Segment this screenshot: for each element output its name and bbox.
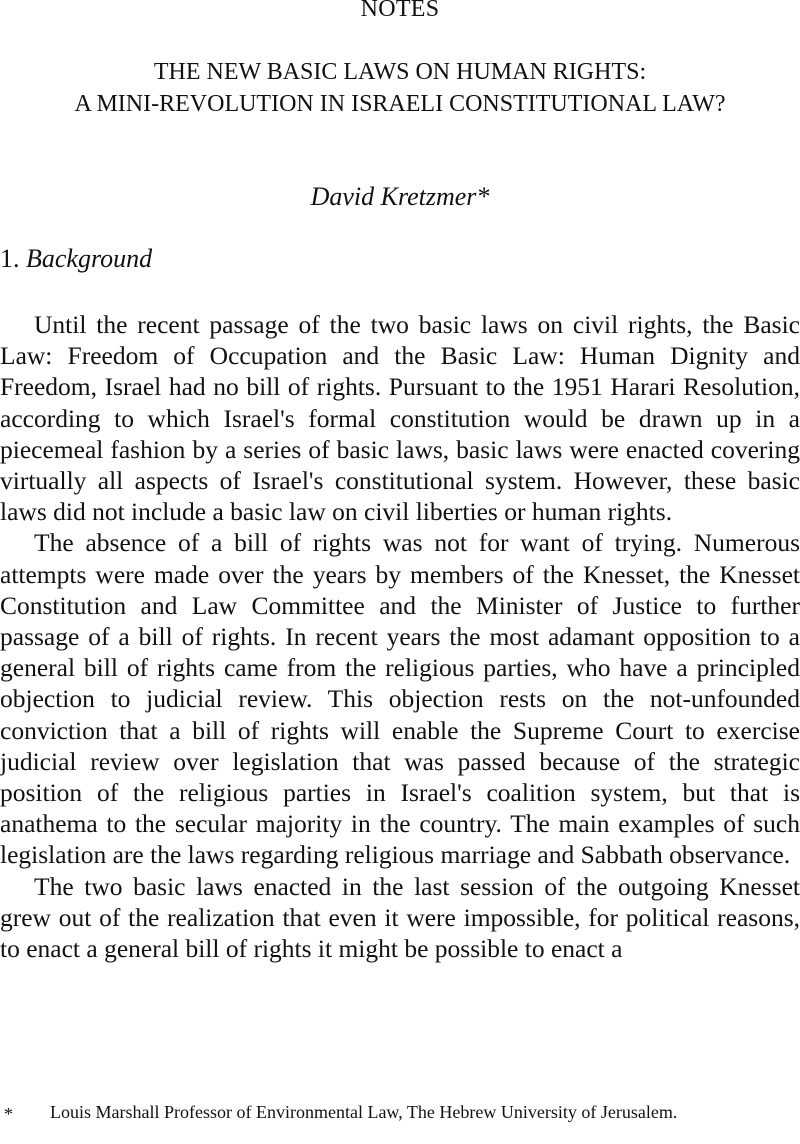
footnote-mark: * xyxy=(4,1104,13,1124)
body-text xyxy=(0,309,800,964)
section-number: 1. xyxy=(0,244,20,273)
title-line-1: THE NEW BASIC LAWS ON HUMAN RIGHTS: xyxy=(153,59,647,85)
paragraph-1: Until the recent passage of the two basic laws on civil rights, the Basic Law: Freedom of Occupation and the Basic Law: Human Dignity and Freedom, Israel had no bill of rights. Pursuant to the 1951 Harari Resolution, according to which Israel's formal constitution would be drawn up in a piecemeal fashion by a series of basic laws, basic laws were enacted covering virtually all aspects of Israel's constitutional system. However, these basic laws did not include a basic law on civil liberties or human rights. xyxy=(0,310,800,527)
footnote-text: Louis Marshall Professor of Environmental Law, The Hebrew University of Jerusalem. xyxy=(50,1102,678,1122)
section-heading xyxy=(0,244,152,274)
author-name: David Kretzmer* xyxy=(310,182,490,211)
article-title xyxy=(0,56,800,120)
section-title: Background xyxy=(26,244,153,273)
paragraph-2: The absence of a bill of rights was not for want of trying. Numerous attempts were made over the years by members of the Knesset, the Knesset Constitution and Law Committee and the Minister of Justice to further passage of a bill of rights. In recent years the most adamant opposition to a general bill of rights came from the religious parties, who have a principled objection to judicial review. This objection rests on the not-unfounded conviction that a bill of rights will enable the Supreme Court to exercise judicial review over legislation that was passed because of the strategic position of the religious parties in Israel's coalition system, but that is anathema to the secular majority in the country. The main examples of such legislation are the laws regarding religious marriage and Sabbath observance. xyxy=(0,528,800,870)
title-line-2: A MINI-REVOLUTION IN ISRAELI CONSTITUTIONAL LAW? xyxy=(74,91,726,117)
paragraph-3: The two basic laws enacted in the last session of the outgoing Knesset grew out of the realization that even it were impossible, for political reasons, to enact a general bill of rights it might be possible to enact a xyxy=(0,871,800,964)
section-label: NOTES xyxy=(360,0,440,22)
